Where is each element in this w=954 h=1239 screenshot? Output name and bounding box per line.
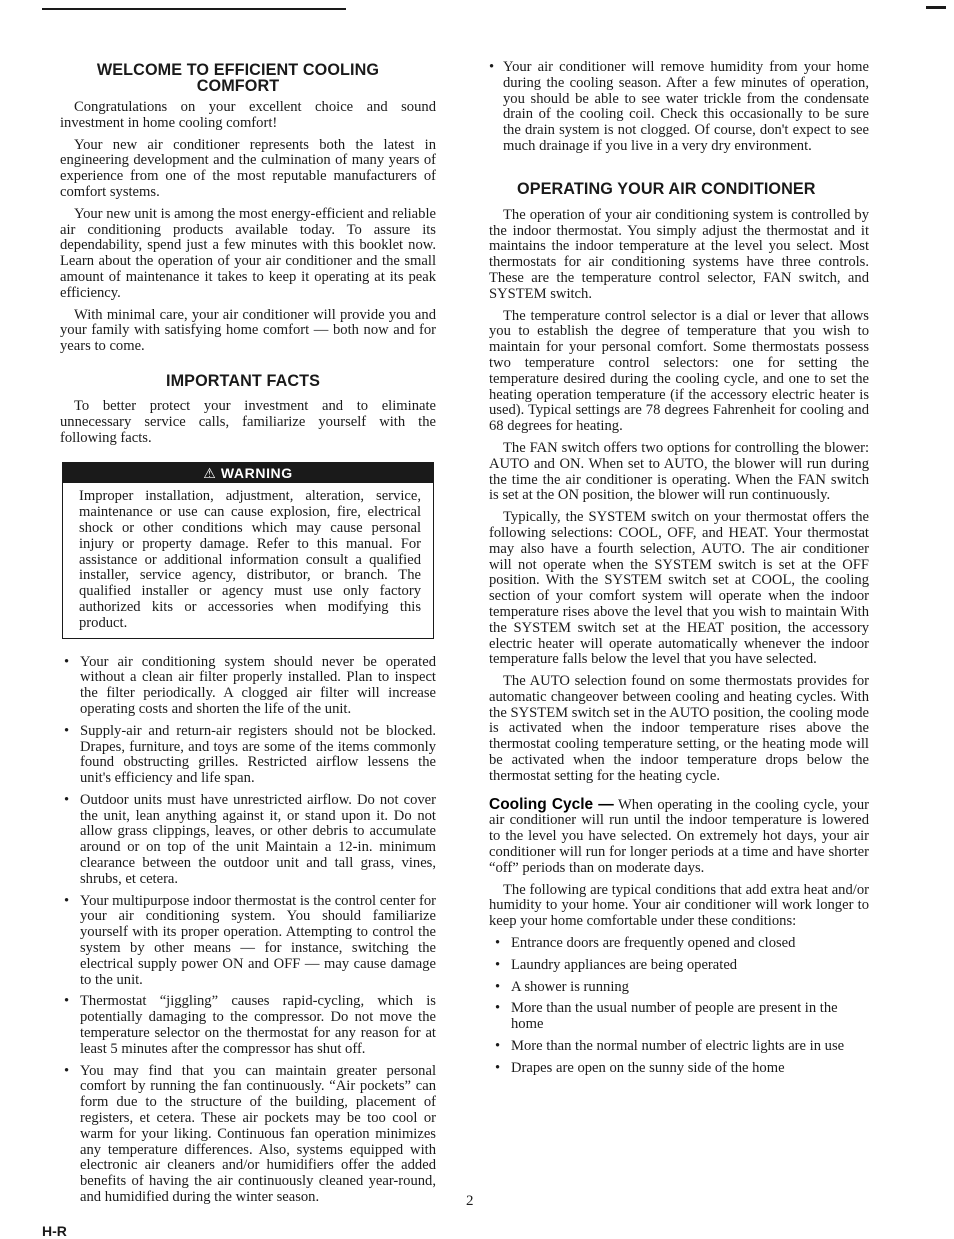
list-item: • A shower is running xyxy=(489,980,869,996)
humidity-list xyxy=(489,60,869,155)
warning-box xyxy=(62,462,434,638)
welcome-paragraph: Your new unit is among the most energy-efficient and reliable air conditioning products available today. To assure its dependability, spend just a few minutes with this booklet now. Learn about the operation of your air conditioner and the small amount of maintenance it takes to keep it operating at its peak efficiency. xyxy=(60,205,436,301)
welcome-heading-line1: WELCOME TO EFFICIENT COOLING xyxy=(96,61,380,79)
list-item: • Your multipurpose indoor thermostat is the control center for your air conditioning system. You should familiarize yourself with its proper operation. Attempting to control the system by other means — for instance, switching the electrical supply power ON and OFF — may cause damage to the unit. xyxy=(60,894,436,989)
cooling-cycle-paragraph xyxy=(489,797,869,877)
operating-heading: OPERATING YOUR AIR CONDITIONER xyxy=(517,179,816,198)
list-item: • Outdoor units must have unrestricted airflow. Do not cover the unit, lean anything against it, or stand upon it. Do not allow grass clippings, leaves, or other debris to accumulate around or on top of the unit Maintain a 12-in. minimum clearance between the outdoor unit and tall grass, vines, shrubs, et cetera. xyxy=(60,793,436,888)
list-item: • Thermostat “jiggling” causes rapid-cycling, which is potentially damaging to the compressor. Do not move the temperature selector on the thermostat for any reason for at least 5 minutes after the compressor has shut off. xyxy=(60,994,436,1057)
list-item: • Drapes are open on the sunny side of the home xyxy=(489,1061,869,1077)
warning-triangle-icon: ⚠ xyxy=(203,465,217,482)
important-facts-list xyxy=(60,655,436,1206)
list-item: • Laundry appliances are being operated xyxy=(489,958,869,974)
list-item: • Your air conditioner will remove humidity from your home during the cooling season. After a few minutes of operation, you should be able to see water trickle from the condensate drain of the cooling coil. Check this occasionally to be sure the drain system is not clogged. Of course, don't expect to see much drainage if you live in a very dry environment. xyxy=(489,60,869,155)
list-item: • More than the normal number of electric lights are in use xyxy=(489,1039,869,1055)
warning-text: Improper installation, adjustment, alteration, service, maintenance or use can cause explosion, fire, electrical shock or other conditions which may cause personal injury or property damage. Refer to this manual. For assistance or additional information consult a qualified installer, service agency, distributor, or branch. The qualified installer or agency must use only factory authorized kits or accessories when modifying this product. xyxy=(79,488,421,631)
welcome-heading-line2: COMFORT xyxy=(196,77,280,95)
list-item: • Supply-air and return-air registers should not be blocked. Drapes, furniture, and toys are some of the items commonly found obstructing grilles. Restricted airflow lessens the unit's efficiency and life span. xyxy=(60,724,436,787)
list-item: • Entrance doors are frequently opened and closed xyxy=(489,936,869,952)
important-facts-heading: IMPORTANT FACTS xyxy=(166,371,321,390)
warning-label: WARNING xyxy=(220,465,293,482)
cooling-cycle-heading: Cooling Cycle — xyxy=(489,795,614,813)
right-column xyxy=(489,56,869,1083)
operating-paragraph: The AUTO selection found on some thermostats provides for automatic changeover between cooling and heating cycles. With the SYSTEM switch set in the AUTO position, the cooling mode is activated when the indoor temperature rises above the thermostat cooling temperature setting, or the heating mode will be activated when the indoor temperature drops below the thermostat setting for the heating cycle. xyxy=(489,673,869,784)
corner-mark xyxy=(926,6,946,9)
conditions-intro: The following are typical conditions that add extra heat and/or humidity to your home. Your air conditioner will work longer to keep your home comfortable under these conditions: xyxy=(489,881,869,930)
left-column xyxy=(60,56,436,1212)
welcome-heading xyxy=(40,56,436,94)
operating-paragraph: The operation of your air conditioning system is controlled by the indoor thermostat. You simply adjust the thermostat and it maintains the indoor temperature at the level you select. Most thermostats for air conditioning systems have three controls. These are the temperature control selector, FAN switch, and SYSTEM switch. xyxy=(489,206,869,302)
footer-label: H-R xyxy=(42,1223,67,1239)
important-facts-intro: To better protect your investment and to eliminate unnecessary service calls, familiarize yourself with the following facts. xyxy=(60,397,436,446)
cooling-cycle-text: When operating in the cooling cycle, your air conditioner will run until the indoor temperature is lowered to the level you have selected. On extremely hot days, your air conditioner will run for longer periods at a time and have shorter “off” periods than on moderate days. xyxy=(489,796,869,876)
list-item: • Your air conditioning system should never be operated without a clean air filter properly installed. Plan to inspect the filter periodically. A clogged air filter will increase operating costs and shorten the life of the unit. xyxy=(60,655,436,718)
welcome-paragraph: Congratulations on your excellent choice and sound investment in home cooling comfort! xyxy=(60,99,436,131)
warning-header xyxy=(63,463,433,483)
operating-paragraph: The temperature control selector is a dial or lever that allows you to establish the degree of temperature that you wish to maintain for your personal comfort. Some thermostats possess two temperature control selectors: one for setting the temperature desired during the cooling cycle, and one to set the heating operation temperature (if the accessory electric heater is used). Typical settings are 78 degrees Fahrenheit for cooling and 68 degrees for heating. xyxy=(489,307,869,435)
list-item: • More than the usual number of people are present in the home xyxy=(489,1001,869,1033)
list-item: • You may find that you can maintain greater personal comfort by running the fan continuously. “Air pockets” can form due to the structure of the building, placement of registers, et cetera. These air pockets may be too cool or warm for your liking. Continuous fan operation minimizes any temperature differences. Also, systems equipped with electronic air cleaners and/or humidifiers offer the added benefits of having the air continuously cleaned year-round, and humidified during the winter season. xyxy=(60,1064,436,1206)
page-number: 2 xyxy=(466,1193,474,1209)
operating-paragraph: The FAN switch offers two options for controlling the blower: AUTO and ON. When set to AUTO, the blower will run during the time the air conditioner is operating. When the FAN switch is set at the ON position, the blower will run continuously. xyxy=(489,439,869,504)
welcome-paragraph: With minimal care, your air conditioner will provide you and your family with satisfying home comfort — both now and for years to come. xyxy=(60,306,436,355)
conditions-list xyxy=(489,936,869,1077)
top-rule xyxy=(42,8,346,10)
operating-paragraph: Typically, the SYSTEM switch on your thermostat offers the following selections: COOL, OFF, and HEAT. Your thermostat may also have a fourth selection, AUTO. The air conditioner will not operate when the SYSTEM switch is set at the OFF position. With the SYSTEM switch set at COOL, the cooling section of your comfort system will operate when the indoor temperature rises above the level that you wish to maintain With the SYSTEM switch set at the HEAT position, the accessory electric heater will operate automatically whenever the indoor temperature falls below the level that you have selected. xyxy=(489,509,869,668)
welcome-paragraph: Your new air conditioner represents both the latest in engineering development and the culmination of many years of experience from one of the most reputable manufacturers of comfort systems. xyxy=(60,136,436,200)
